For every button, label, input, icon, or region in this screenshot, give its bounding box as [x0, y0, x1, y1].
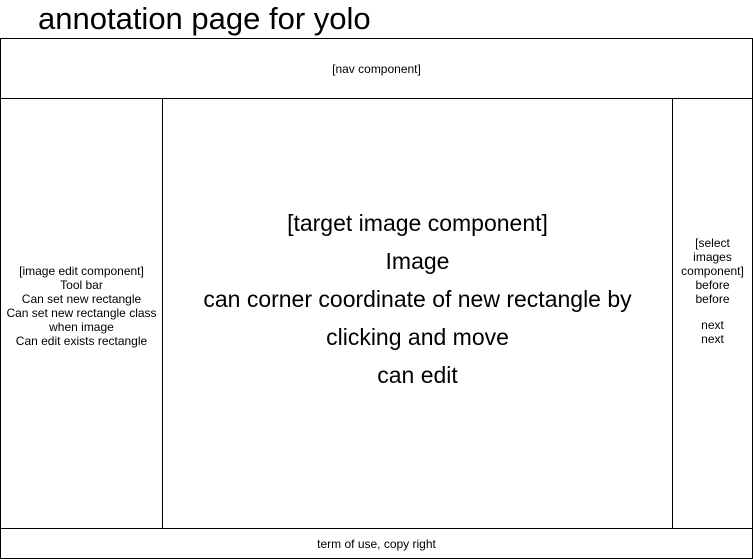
select-images-line: before [695, 277, 730, 292]
target-image-line: can edit [377, 361, 458, 388]
page-title: annotation page for yolo [38, 1, 371, 36]
target-image-line: can corner coordinate of new rectangle by [203, 285, 632, 312]
image-edit-line: when image [49, 319, 114, 334]
select-images-line: [select [695, 235, 730, 250]
image-edit-line: Can set new rectangle [21, 291, 142, 306]
select-images-line: component] [681, 263, 744, 278]
footer-box [0, 528, 753, 559]
image-edit-line: Can set new rectangle class [6, 305, 157, 320]
select-images-component-box [672, 98, 753, 529]
nav-component-label: [nav component] [332, 61, 421, 76]
image-edit-line: Tool bar [60, 277, 103, 292]
nav-component-box [0, 38, 753, 99]
target-image-component-box [162, 98, 673, 529]
target-image-line: clicking and move [326, 323, 509, 350]
select-images-line: next [701, 331, 724, 346]
select-images-line: next [701, 317, 724, 332]
target-image-line: [target image component] [287, 209, 548, 236]
image-edit-component-box [0, 98, 163, 529]
select-images-line: images [693, 249, 732, 264]
image-edit-line: Can edit exists rectangle [15, 333, 148, 348]
image-edit-line: [image edit component] [19, 263, 144, 278]
footer-label: term of use, copy right [317, 536, 436, 551]
target-image-line: Image [385, 247, 450, 274]
select-images-line: before [695, 291, 730, 306]
